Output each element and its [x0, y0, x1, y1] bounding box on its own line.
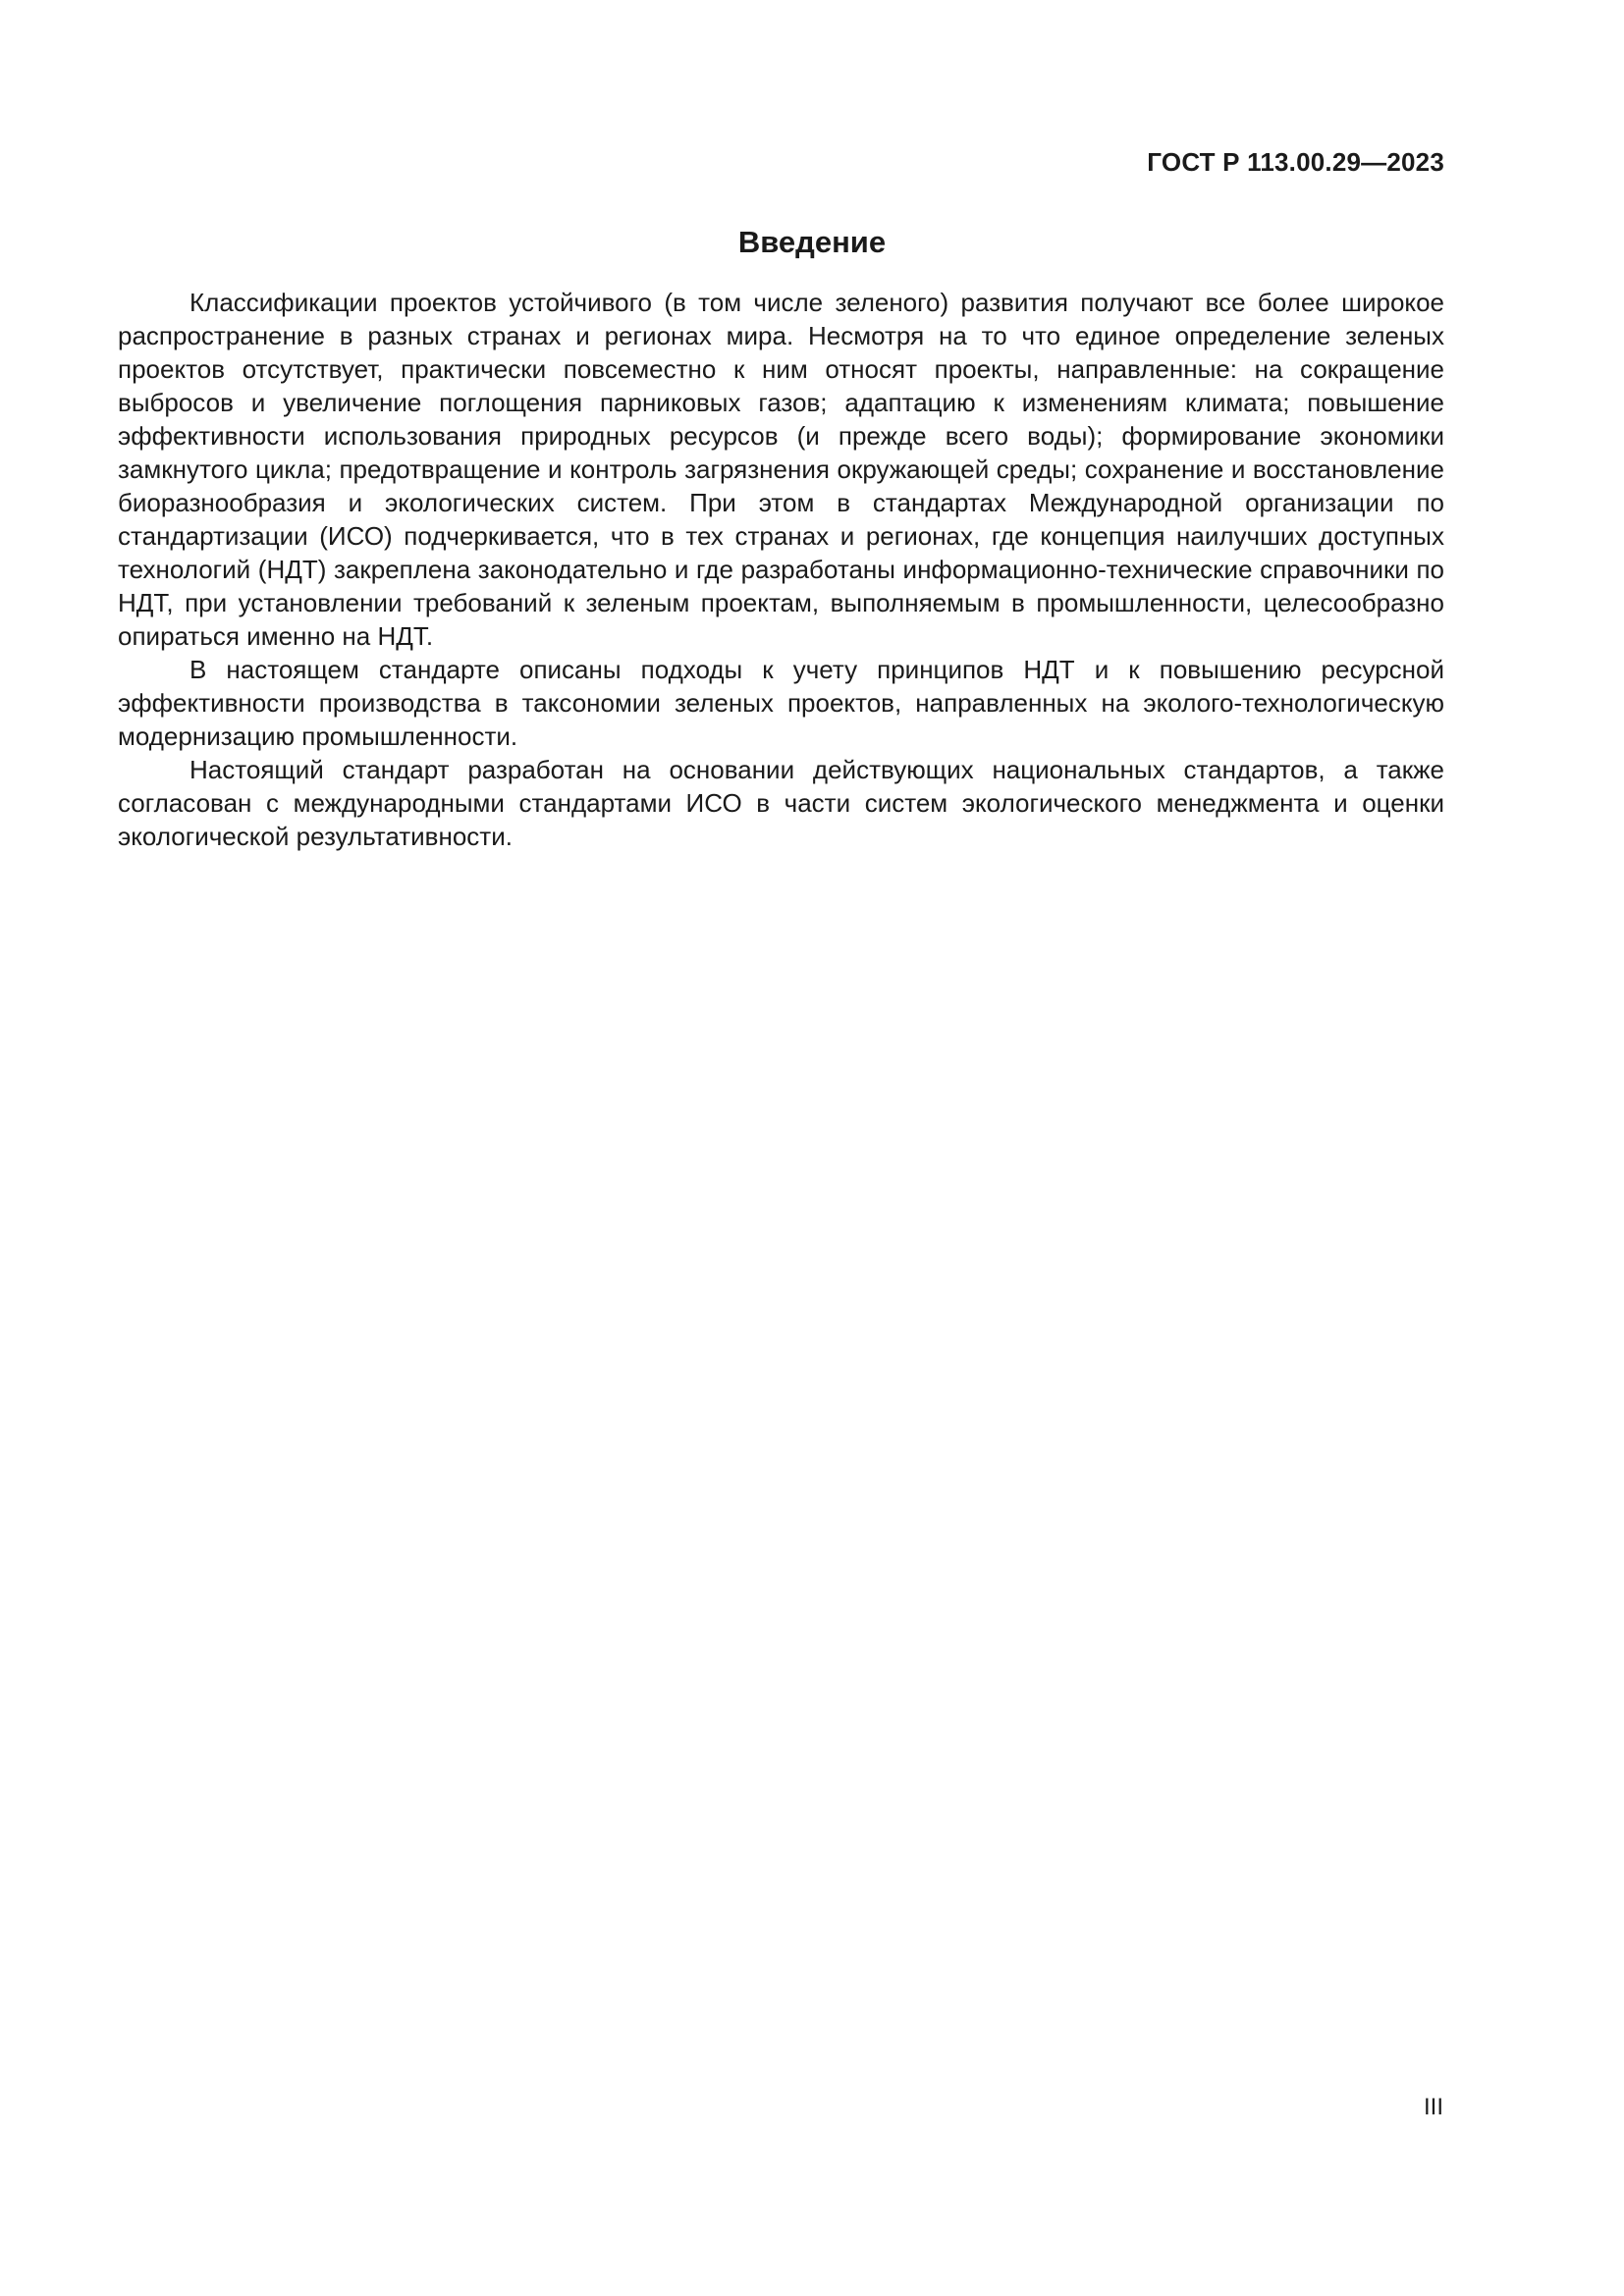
paragraph-1: Классификации проектов устойчивого (в том числе зеленого) развития получают все более широкое распространение в разных странах и регионах мира. Несмотря на то что единое определение зеленых проектов отсутствует, практически повсеместно к ним относят проекты, направленные: на сокращение выбросов и увеличение поглощения парниковых газов; адаптацию к изменениям климата; повышение эффективности использования природных ресурсов (и прежде всего воды); формирование экономики замкнутого цикла; предотвращение и контроль загрязнения окружающей среды; сохранение и восстановление биоразнообразия и экологических систем. При этом в стандартах Международной организации по стандартизации (ИСО) подчеркивается, что в тех странах и регионах, где концепция наилучших доступных технологий (НДТ) закреплена законодательно и где разработаны информационно-технические справочники по НДТ, при установлении требований к зеленым проектам, выполняемым в промышленности, целесообразно опираться именно на НДТ. — [118, 288, 1444, 651]
paragraph-3: Настоящий стандарт разработан на основании действующих национальных стандартов, а также согласован с международными стандартами ИСО в части систем экологического менеджмента и оценки экологической результативности. — [118, 755, 1444, 851]
paragraph-2: В настоящем стандарте описаны подходы к учету принципов НДТ и к повышению ресурсной эффективности производства в таксономии зеленых проектов, направленных на эколого-технологическую модернизацию промышленности. — [118, 655, 1444, 751]
section-title: Введение — [737, 225, 887, 259]
section-body — [118, 286, 1444, 853]
document-code: ГОСТ Р 113.00.29—2023 — [1147, 147, 1444, 177]
page-number: III — [1423, 2094, 1443, 2120]
